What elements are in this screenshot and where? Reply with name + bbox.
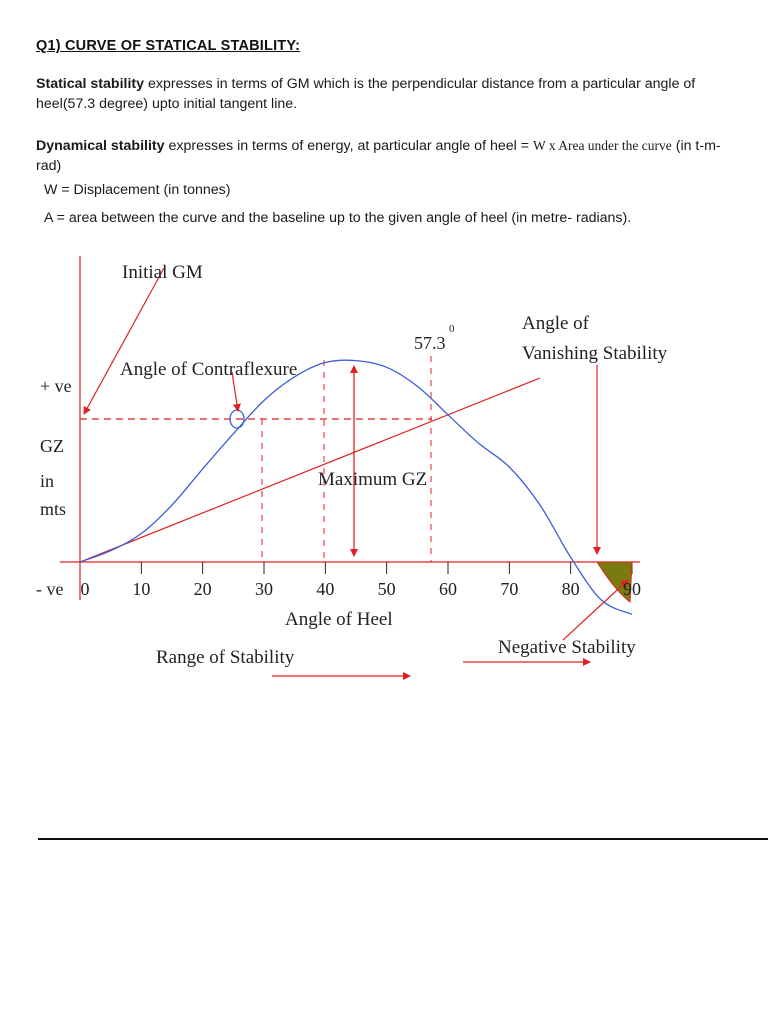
x-tick-labels	[81, 579, 642, 599]
x-tick-label-0: 0	[80, 579, 90, 599]
dynamical-formula: W x Area under the curve	[532, 138, 672, 153]
x-axis-label: Angle of Heel	[285, 609, 393, 630]
x-tick-label-50: 50	[377, 579, 396, 599]
contraflexure-label: Angle of Contraflexure	[120, 359, 298, 380]
vanishing-stability-label-line1: Angle of	[522, 313, 590, 334]
x-tick-label-70: 70	[500, 579, 519, 599]
plus-ve-label: + ve	[40, 376, 72, 396]
question-heading: Q1) CURVE OF STATICAL STABILITY:	[36, 38, 301, 54]
dynamical-stability-text: expresses in terms of energy, at particular angle of heel =	[164, 138, 533, 154]
dynamical-stability-term: Dynamical stability	[36, 138, 165, 154]
x-tick-label-90: 90	[623, 579, 641, 599]
range-of-stability-label: Range of Stability	[156, 647, 295, 668]
statical-stability-term: Statical stability	[36, 76, 145, 92]
negative-stability-label: Negative Stability	[498, 637, 636, 658]
angle-57-label: 57.3	[414, 333, 446, 353]
x-tick-label-60: 60	[439, 579, 457, 599]
minus-ve-label: - ve	[36, 579, 64, 599]
initial-gm-arrow	[84, 268, 164, 414]
degree-superscript: 0	[449, 323, 455, 335]
in-label: in	[40, 471, 55, 491]
dynamical-unit: (in t-m-rad)	[36, 138, 721, 174]
x-tick-label-30: 30	[255, 579, 273, 599]
x-tick-label-20: 20	[193, 579, 212, 599]
mts-label: mts	[40, 499, 67, 519]
gz-label: GZ	[40, 436, 64, 456]
maximum-gz-label: Maximum GZ	[318, 469, 428, 490]
initial-gm-label: Initial GM	[122, 262, 203, 283]
x-tick-label-10: 10	[132, 579, 151, 599]
a-definition: A = area between the curve and the baseline up to the given angle of heel (in metre- radians).	[44, 210, 632, 226]
x-tick-label-80: 80	[561, 579, 580, 599]
x-tick-marks	[141, 562, 632, 574]
horizontal-rule	[38, 838, 768, 840]
vanishing-stability-label-line2: Vanishing Stability	[522, 343, 668, 364]
w-definition: W = Displacement (in tonnes)	[44, 182, 231, 198]
initial-tangent-line	[80, 378, 540, 562]
statical-stability-text: expresses in terms of GM which is the perpendicular distance from a particular angle of heel(57.3 degree) upto initial tangent line.	[36, 76, 696, 112]
x-tick-label-40: 40	[316, 579, 335, 599]
